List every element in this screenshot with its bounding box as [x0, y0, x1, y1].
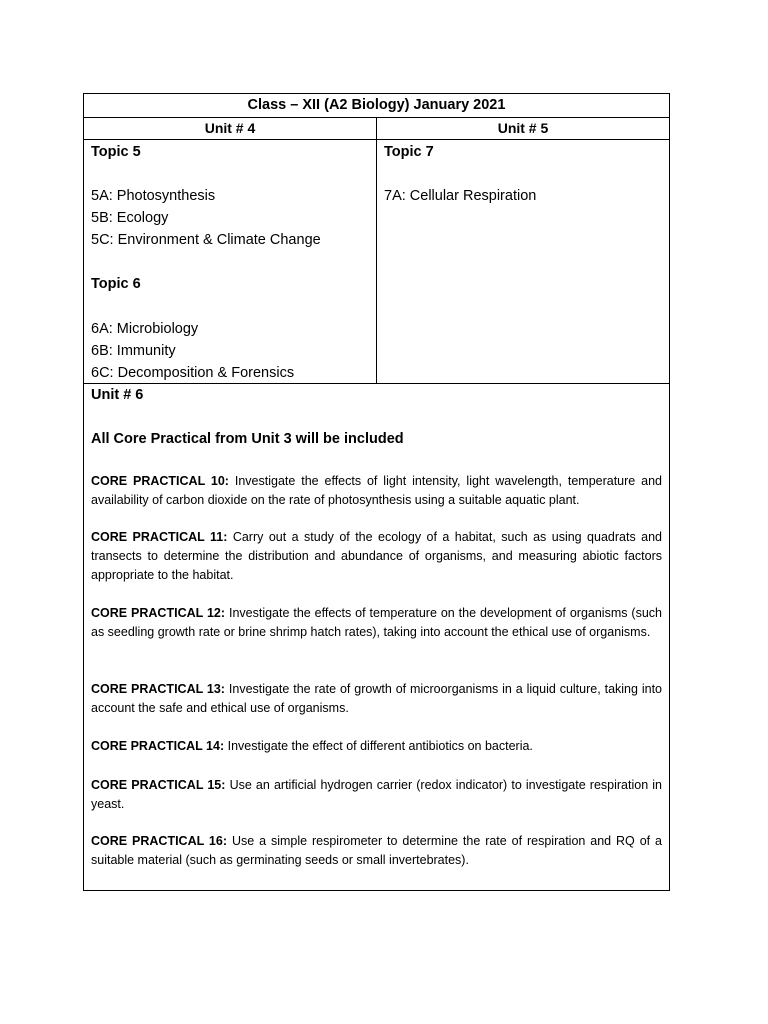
- unit-4-topics-cell: [91, 139, 371, 383]
- topic-item: 5B: Ecology: [91, 210, 169, 226]
- core-practical-13: [91, 680, 662, 718]
- core-practical-10: [91, 472, 662, 510]
- practical-label: CORE PRACTICAL 15:: [91, 778, 226, 792]
- unit-6-heading: Unit # 6: [91, 387, 144, 403]
- topics-row: [84, 139, 669, 384]
- practical-text: Investigate the effects of light intensity, light wavelength, temperature and availability of carbon dioxide on the rate of photosynthesis using a suitable aquatic plant.: [91, 474, 662, 508]
- core-practical-16: [91, 832, 662, 870]
- core-practical-11: [91, 528, 662, 586]
- practical-text: Investigate the effect of different antibiotics on bacteria.: [227, 739, 533, 753]
- practical-label: CORE PRACTICAL 14:: [91, 739, 225, 753]
- topic-6-label: Topic 6: [91, 276, 141, 292]
- topic-item: 5A: Photosynthesis: [91, 188, 216, 204]
- unit-4-heading: Unit # 4: [204, 120, 256, 136]
- practical-text: Investigate the effects of temperature on the development of organisms (such as seedling growth rate or brine shrimp hatch rates), taking into account the ethical use of organisms.: [91, 606, 662, 640]
- core-practical-12: [91, 604, 662, 642]
- unit-5-heading: Unit # 5: [497, 120, 549, 136]
- practical-label: CORE PRACTICAL 12:: [91, 606, 226, 620]
- practical-label: CORE PRACTICAL 16:: [91, 834, 228, 848]
- topic-item: 6B: Immunity: [91, 343, 176, 359]
- practical-text: Carry out a study of the ecology of a habitat, such as using quadrats and transects to determine the distribution and abundance of organisms, and measuring abiotic factors appropriate to the habitat.: [91, 530, 663, 583]
- topic-item: 7A: Cellular Respiration: [384, 188, 537, 204]
- topic-item: 6C: Decomposition & Forensics: [91, 365, 295, 381]
- unit-5-topics-cell: [384, 139, 663, 383]
- unit-6-note: All Core Practical from Unit 3 will be included: [91, 431, 404, 447]
- practical-label: CORE PRACTICAL 11:: [91, 530, 228, 544]
- practical-label: CORE PRACTICAL 13:: [91, 682, 225, 696]
- practical-label: CORE PRACTICAL 10:: [91, 474, 229, 488]
- practical-text: Use a simple respirometer to determine the rate of respiration and RQ of a suitable material (such as germinating seeds or small invertebrates).: [91, 834, 662, 868]
- document-title: Class – XII (A2 Biology) January 2021: [84, 94, 669, 118]
- core-practical-15: [91, 776, 662, 814]
- topic-item: 6A: Microbiology: [91, 321, 199, 337]
- topic-7-label: Topic 7: [384, 144, 434, 160]
- schedule-table: [83, 93, 670, 891]
- topic-5-label: Topic 5: [91, 144, 141, 160]
- topic-item: 5C: Environment & Climate Change: [91, 232, 321, 248]
- unit-6-cell: [91, 384, 662, 890]
- core-practical-14: [91, 737, 662, 756]
- practical-text: Investigate the rate of growth of microorganisms in a liquid culture, taking into account the safe and ethical use of organisms.: [91, 682, 662, 716]
- practical-text: Use an artificial hydrogen carrier (redox indicator) to investigate respiration in yeast.: [91, 778, 662, 812]
